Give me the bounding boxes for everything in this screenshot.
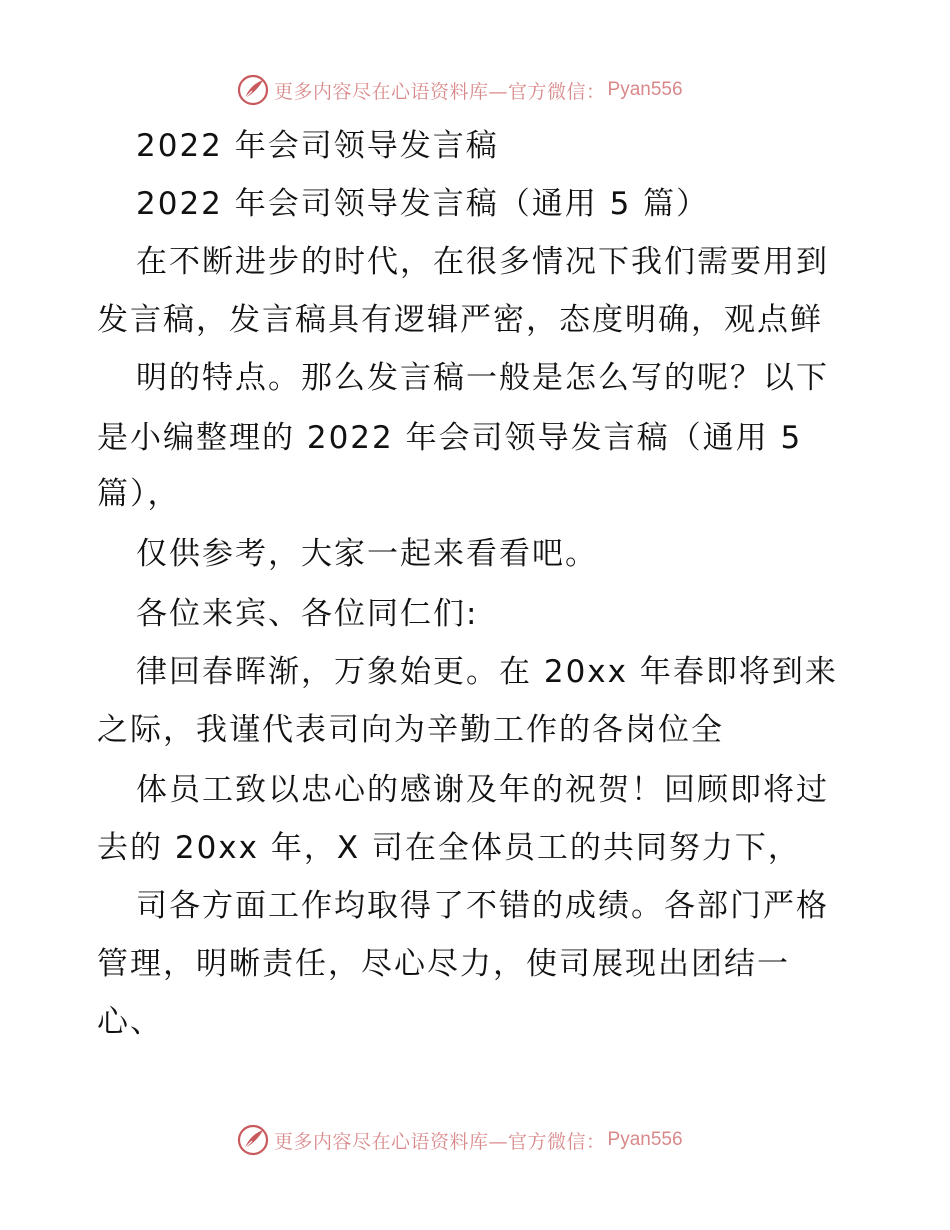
doc-subtitle: 2022 年会司领导发言稿（通用 5 篇） xyxy=(136,186,710,222)
body-line: 发言稿，发言稿具有逻辑严密，态度明确，观点鲜 xyxy=(97,302,823,338)
body-line: 管理，明晰责任，尽心尽力，使司展现出团结一 xyxy=(97,946,790,982)
footer-watermark xyxy=(236,1122,683,1158)
quill-logo-icon xyxy=(236,1123,270,1157)
quill-logo-icon xyxy=(236,73,270,107)
header-watermark xyxy=(236,72,683,108)
body-line: 去的 20xx 年，X 司在全体员工的共同努力下， xyxy=(97,830,801,866)
body-line: 篇）， xyxy=(97,476,181,512)
watermark-handle: Pyan556 xyxy=(607,1129,683,1150)
body-line: 之际，我谨代表司向为辛勤工作的各岗位全 xyxy=(97,712,724,748)
body-line: 仅供参考，大家一起来看看吧。 xyxy=(136,536,598,572)
watermark-text: 更多内容尽在心语资料库—官方微信： xyxy=(274,1130,606,1153)
watermark-text: 更多内容尽在心语资料库—官方微信： xyxy=(274,80,606,103)
body-line: 心、 xyxy=(97,1004,163,1040)
watermark-handle: Pyan556 xyxy=(607,79,683,100)
body-line: 是小编整理的 2022 年会司领导发言稿（通用 5 xyxy=(97,420,803,456)
greeting-line: 各位来宾、各位同仁们: xyxy=(136,596,479,632)
body-line: 司各方面工作均取得了不错的成绩。各部门严格 xyxy=(136,888,829,924)
body-line: 体员工致以忠心的感谢及年的祝贺！回顾即将过 xyxy=(136,772,829,808)
body-line: 律回春晖渐，万象始更。在 20xx 年春即将到来 xyxy=(136,654,838,690)
body-line: 明的特点。那么发言稿一般是怎么写的呢？以下 xyxy=(136,360,829,396)
body-line: 在不断进步的时代，在很多情况下我们需要用到 xyxy=(136,244,829,280)
doc-title: 2022 年会司领导发言稿 xyxy=(136,128,499,164)
